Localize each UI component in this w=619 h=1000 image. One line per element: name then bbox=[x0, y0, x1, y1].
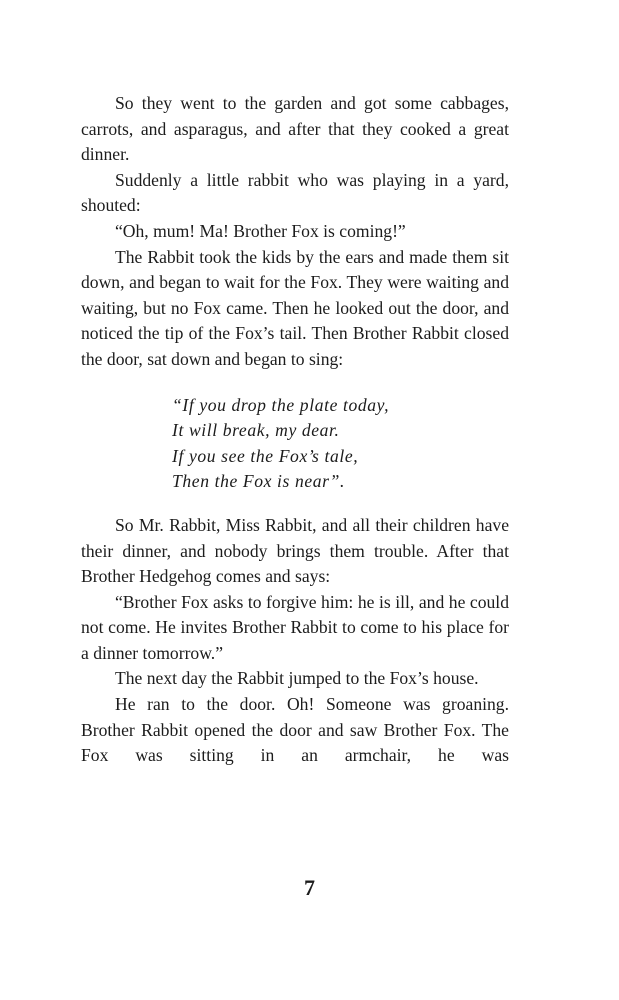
paragraph: Suddenly a little rabbit who was playing in a yard, shouted: bbox=[81, 169, 509, 216]
paragraph: He ran to the door. Oh! Someone was groaning. Brother Rabbit opened the door and saw Brother Fox. The Fox was sitting in an armchair, he was bbox=[81, 694, 509, 766]
paragraph: The Rabbit took the kids by the ears and made them sit down, and began to wait for the Fox. They were waiting and waiting, but no Fox came. Then he looked out the door, and noticed the tip of the Fox’s tail. Then Brother Rabbit closed the door, sat down and began to sing: bbox=[81, 246, 509, 369]
verse-line: Then the Fox is near”. bbox=[172, 471, 345, 492]
verse-line: If you see the Fox’s tale, bbox=[172, 445, 359, 466]
paragraph: The next day the Rabbit jumped to the Fox’s house. bbox=[115, 668, 479, 689]
verse-line: It will break, my dear. bbox=[172, 420, 340, 441]
paragraph: So Mr. Rabbit, Miss Rabbit, and all their children have their dinner, and nobody brings them trouble. After that Brother Hedgehog comes and says: bbox=[81, 514, 509, 587]
song-verse bbox=[172, 393, 509, 495]
page-number: 7 bbox=[304, 875, 315, 900]
verse-line: “If you drop the plate today, bbox=[172, 394, 390, 415]
paragraph: So they went to the garden and got some cabbages, carrots, and asparagus, and after that they cooked a great dinner. bbox=[81, 93, 509, 165]
page-body bbox=[81, 91, 509, 769]
paragraph: “Brother Fox asks to forgive him: he is ill, and he could not come. He invites Brother Rabbit to come to his place for a dinner tomorrow.” bbox=[81, 591, 509, 663]
paragraph: “Oh, mum! Ma! Brother Fox is coming!” bbox=[115, 220, 406, 241]
